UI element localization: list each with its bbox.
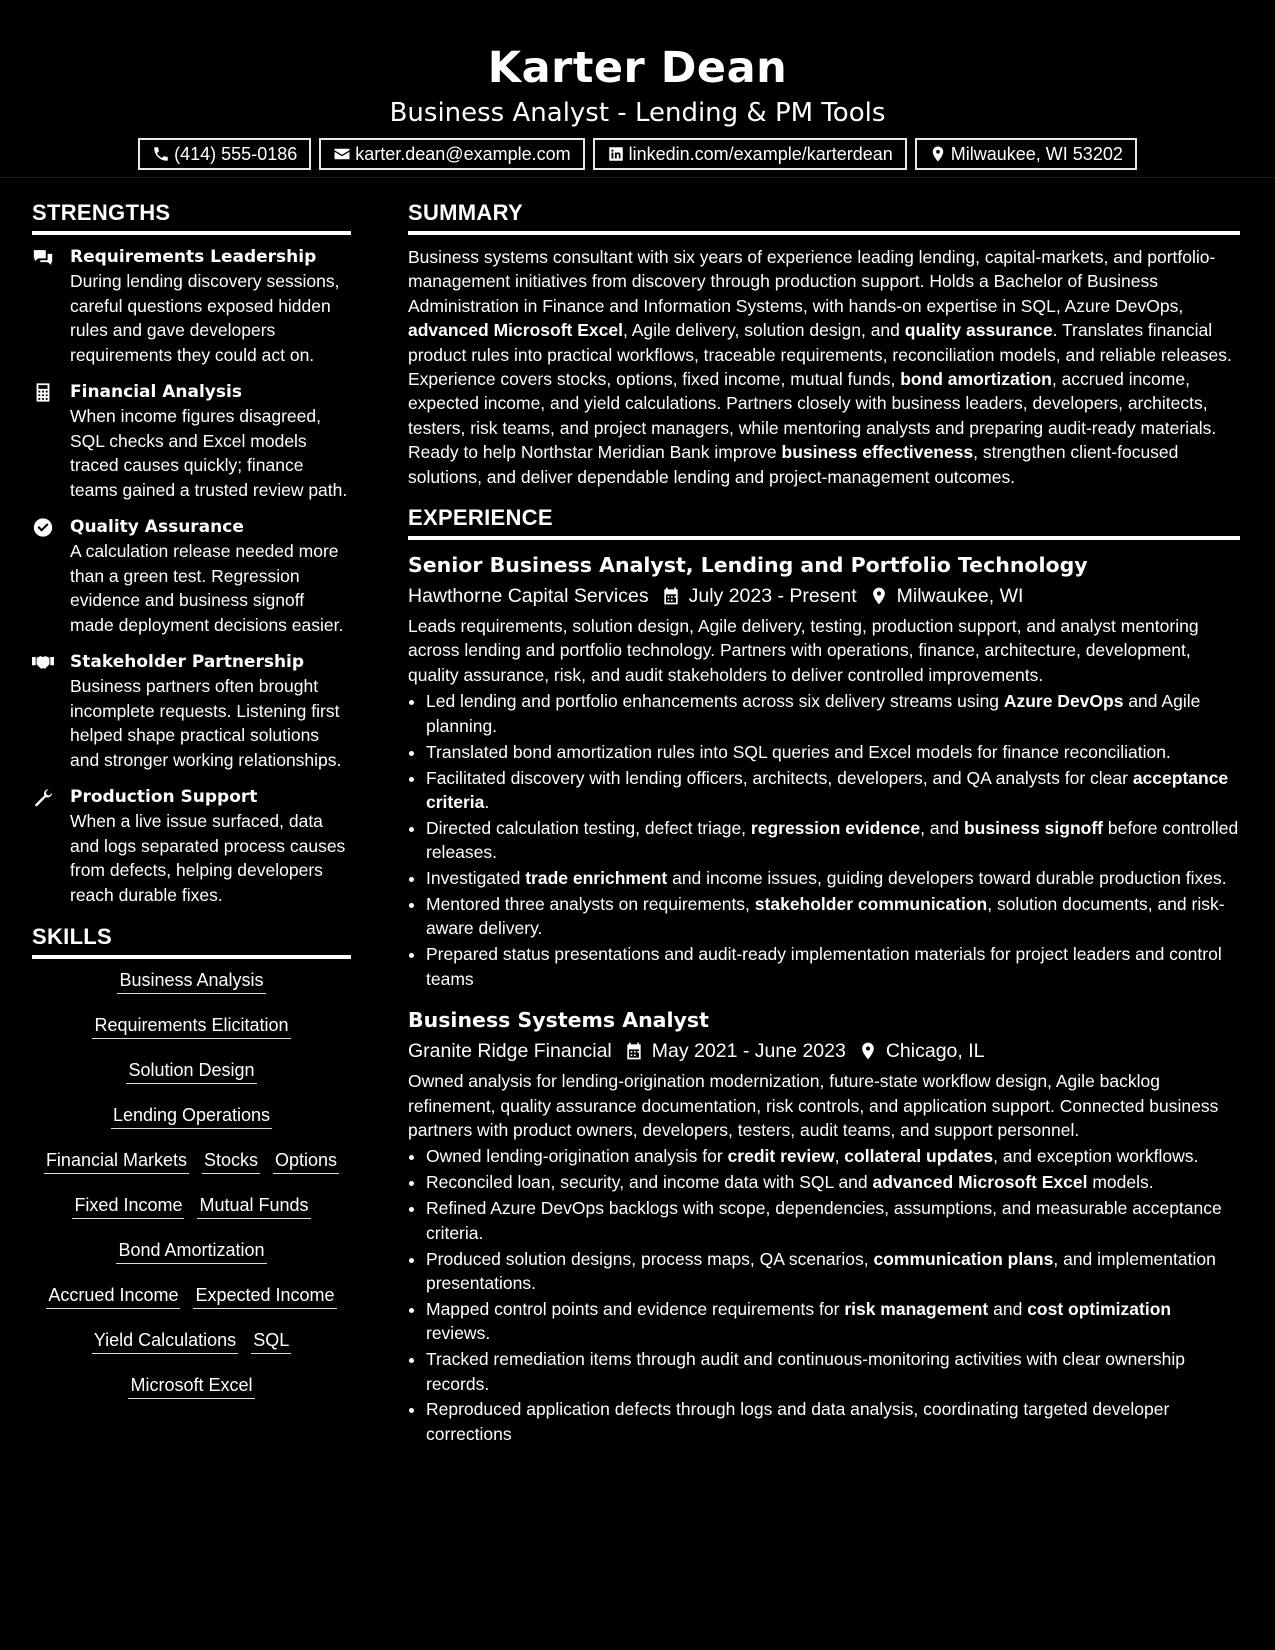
summary-text: . Translates financial product rules into practical workflows, traceable requirements, reconciliation models, and reliable releases. Experience covers stocks, options, fixed income, mutual funds, bbox=[408, 320, 1232, 390]
job-bullet bbox=[426, 1170, 1240, 1194]
skill-tag: Stocks bbox=[202, 1149, 260, 1174]
strength-title: Financial Analysis bbox=[70, 382, 242, 402]
bullet-emphasis: cost optimization bbox=[1027, 1298, 1172, 1319]
strength-text: When a live issue surfaced, data and logs separated process causes from defects, helping developers reach durable fixes. bbox=[70, 811, 346, 905]
job-company: Hawthorne Capital Services bbox=[408, 585, 649, 608]
job-description: Owned analysis for lending-origination modernization, future-state workflow design, Agile backlog refinement, quality assurance documentation, risk controls, and application support. Connected business partners with product owners, developers, testers, audit teams, and support personnel. bbox=[408, 1071, 1219, 1140]
skill-row bbox=[32, 1149, 351, 1174]
linkedin-icon bbox=[607, 145, 625, 163]
summary-emphasis: business effectiveness bbox=[781, 442, 974, 463]
summary-text: , Agile delivery, solution design, and bbox=[622, 320, 905, 341]
contact-email[interactable] bbox=[319, 138, 584, 170]
bullet-emphasis: regression evidence bbox=[750, 817, 921, 838]
job-bullets bbox=[408, 689, 1240, 991]
location-icon bbox=[929, 145, 947, 163]
bullet-text: Translated bond amortization rules into SQL queries and Excel models for finance reconciliation. bbox=[426, 741, 1171, 762]
job-dates: May 2021 - June 2023 bbox=[651, 1040, 846, 1063]
skill-tag: Expected Income bbox=[193, 1284, 336, 1309]
bullet-emphasis: acceptance criteria bbox=[426, 767, 1229, 812]
skill-row bbox=[32, 1284, 351, 1309]
job-title: Senior Business Analyst, Lending and Portfolio Technology bbox=[408, 553, 1088, 578]
strength-title: Production Support bbox=[70, 787, 258, 807]
contact-location[interactable] bbox=[915, 138, 1137, 170]
summary-text: Business systems consultant with six years of experience leading lending, capital-markets, and portfolio-management initiatives from discovery through production support. Holds a Bachelor of Business Administration in Finance and Information Systems, with hands-on expertise in SQL, Azure DevOps, bbox=[408, 247, 1216, 316]
skill-row bbox=[32, 1374, 351, 1399]
strength-title: Quality Assurance bbox=[70, 517, 244, 537]
left-column bbox=[32, 196, 351, 1419]
bullet-text: and income issues, guiding developers toward durable production fixes. bbox=[667, 868, 1227, 889]
skill-tag: Yield Calculations bbox=[92, 1329, 238, 1354]
skill-tag: Mutual Funds bbox=[197, 1194, 310, 1219]
bullet-text: Owned lending-origination analysis for bbox=[426, 1146, 728, 1167]
right-column bbox=[408, 196, 1240, 1460]
bullet-text: , and bbox=[920, 817, 964, 838]
skill-tag: Financial Markets bbox=[44, 1149, 189, 1174]
strength-item bbox=[32, 245, 351, 367]
bullet-emphasis: risk management bbox=[844, 1298, 989, 1319]
bullet-emphasis: advanced Microsoft Excel bbox=[872, 1172, 1088, 1193]
summary-text: , accrued income, expected income, and yield calculations. Partners closely with business leaders, developers, architects, testers, risk teams, and project managers, while mentoring analysts and preparing audit-ready materials. Ready to help Northstar Meridian Bank improve bbox=[408, 369, 1217, 463]
bullet-text: Tracked remediation items through audit and continuous-monitoring activities with clear ownership records. bbox=[426, 1349, 1186, 1394]
job-meta bbox=[408, 580, 1240, 612]
experience-heading: EXPERIENCE bbox=[408, 501, 1240, 540]
bullet-text: Led lending and portfolio enhancements across six delivery streams using bbox=[426, 691, 1004, 712]
job-bullet bbox=[426, 689, 1240, 738]
bullet-text: and Agile planning. bbox=[426, 691, 1201, 736]
skills-heading: SKILLS bbox=[32, 920, 351, 959]
bullet-emphasis: credit review bbox=[727, 1146, 835, 1167]
contact-linkedin-text: linkedin.com/example/karterdean bbox=[628, 144, 893, 164]
skill-row bbox=[32, 1194, 351, 1219]
bullet-text: reviews. bbox=[426, 1323, 491, 1344]
bullet-emphasis: Azure DevOps bbox=[1003, 691, 1124, 712]
check-circle-icon bbox=[32, 518, 54, 537]
calendar-icon bbox=[661, 586, 681, 606]
job-bullet bbox=[426, 1247, 1240, 1296]
strength-item bbox=[32, 650, 351, 772]
job-description: Leads requirements, solution design, Agile delivery, testing, production support, and analyst mentoring across lending and portfolio technology. Partners with operations, finance, architecture, development, quality assurance, risk, and audit stakeholders to deliver controlled improvements. bbox=[408, 616, 1199, 685]
skill-tag: Lending Operations bbox=[111, 1104, 272, 1129]
bullet-text: , bbox=[834, 1146, 845, 1167]
job-bullet bbox=[426, 1397, 1240, 1446]
bullet-text: . bbox=[484, 791, 490, 812]
skill-tag: Accrued Income bbox=[46, 1284, 180, 1309]
location-icon bbox=[858, 1041, 878, 1061]
job-bullets bbox=[408, 1144, 1240, 1446]
bullet-text: and bbox=[988, 1298, 1028, 1319]
skill-row bbox=[32, 1014, 351, 1039]
bullet-text: Produced solution designs, process maps, QA scenarios, bbox=[426, 1248, 874, 1269]
skill-tag: SQL bbox=[251, 1329, 291, 1354]
strengths-heading: STRENGTHS bbox=[32, 196, 351, 235]
bullet-text: Reconciled loan, security, and income data with SQL and bbox=[426, 1172, 873, 1193]
strength-text: A calculation release needed more than a green test. Regression evidence and business signoff made deployment decisions easier. bbox=[70, 541, 344, 635]
bullet-emphasis: communication plans bbox=[873, 1248, 1054, 1269]
bullet-text: Mentored three analysts on requirements, bbox=[426, 894, 755, 915]
job-location: Chicago, IL bbox=[885, 1040, 985, 1063]
job-entry bbox=[408, 550, 1240, 991]
summary-text bbox=[408, 245, 1240, 489]
bullet-text: , and implementation presentations. bbox=[426, 1248, 1216, 1293]
strength-item bbox=[32, 380, 351, 502]
summary-text: , strengthen client-focused solutions, and deliver dependable lending and project-management outcomes. bbox=[408, 442, 1179, 487]
summary-emphasis: quality assurance bbox=[904, 320, 1053, 341]
wrench-icon bbox=[32, 788, 54, 807]
skill-tag: Options bbox=[273, 1149, 339, 1174]
bullet-emphasis: business signoff bbox=[963, 817, 1103, 838]
contact-phone[interactable] bbox=[138, 138, 311, 170]
candidate-title: Business Analyst - Lending & PM Tools bbox=[389, 98, 886, 128]
chat-icon bbox=[32, 248, 54, 267]
bullet-text: Prepared status presentations and audit-ready implementation materials for project leaders and control teams bbox=[426, 944, 1222, 989]
calculator-icon bbox=[32, 383, 54, 402]
handshake-icon bbox=[32, 653, 54, 672]
strength-text: When income figures disagreed, SQL checks and Excel models traced causes quickly; finance teams gained a trusted review path. bbox=[70, 406, 348, 500]
job-bullet bbox=[426, 1196, 1240, 1245]
strength-item bbox=[32, 785, 351, 907]
experience-list bbox=[408, 550, 1240, 1446]
bullet-text: Refined Azure DevOps backlogs with scope, dependencies, assumptions, and measurable acceptance criteria. bbox=[426, 1198, 1222, 1243]
email-icon bbox=[333, 145, 351, 163]
job-bullet bbox=[426, 1347, 1240, 1396]
bullet-text: Reproduced application defects through logs and data analysis, coordinating targeted developer corrections bbox=[426, 1399, 1170, 1444]
summary-heading: SUMMARY bbox=[408, 196, 1240, 235]
bullet-text: , solution documents, and risk-aware delivery. bbox=[426, 894, 1225, 939]
job-company: Granite Ridge Financial bbox=[408, 1040, 612, 1063]
resume-header bbox=[0, 0, 1275, 178]
bullet-emphasis: stakeholder communication bbox=[754, 894, 988, 915]
contact-email-text: karter.dean@example.com bbox=[355, 144, 571, 164]
contact-phone-text: (414) 555-0186 bbox=[174, 144, 298, 164]
skill-row bbox=[32, 1104, 351, 1129]
skill-tag: Solution Design bbox=[126, 1059, 256, 1084]
job-location: Milwaukee, WI bbox=[896, 585, 1024, 608]
location-icon bbox=[869, 586, 889, 606]
bullet-emphasis: collateral updates bbox=[844, 1146, 994, 1167]
job-bullet bbox=[426, 1144, 1240, 1168]
skill-row bbox=[32, 969, 351, 994]
phone-icon bbox=[152, 145, 170, 163]
job-bullet bbox=[426, 892, 1240, 941]
contact-bar bbox=[0, 138, 1275, 170]
job-meta bbox=[408, 1035, 1240, 1067]
strength-title: Stakeholder Partnership bbox=[70, 652, 305, 672]
skill-tag: Microsoft Excel bbox=[128, 1374, 254, 1399]
bullet-text: before controlled releases. bbox=[426, 817, 1239, 863]
bullet-text: Directed calculation testing, defect triage, bbox=[426, 817, 751, 838]
skill-tag: Fixed Income bbox=[72, 1194, 184, 1219]
calendar-icon bbox=[624, 1041, 644, 1061]
skill-row bbox=[32, 1329, 351, 1354]
bullet-text: Investigated bbox=[426, 868, 526, 889]
contact-location-text: Milwaukee, WI 53202 bbox=[950, 144, 1123, 164]
candidate-name: Karter Dean bbox=[487, 43, 788, 93]
skill-tag: Bond Amortization bbox=[116, 1239, 266, 1264]
skills-list bbox=[32, 969, 351, 1399]
job-bullet bbox=[426, 816, 1240, 865]
job-title: Business Systems Analyst bbox=[408, 1008, 709, 1033]
skill-tag: Requirements Elicitation bbox=[92, 1014, 290, 1039]
bullet-text: models. bbox=[1087, 1172, 1154, 1193]
skill-tag: Business Analysis bbox=[117, 969, 265, 994]
job-entry bbox=[408, 1005, 1240, 1446]
bullet-text: Mapped control points and evidence requirements for bbox=[426, 1298, 845, 1319]
job-bullet bbox=[426, 740, 1240, 764]
summary-emphasis: advanced Microsoft Excel bbox=[408, 320, 623, 341]
job-bullet bbox=[426, 866, 1240, 890]
contact-linkedin[interactable] bbox=[593, 138, 907, 170]
bullet-emphasis: trade enrichment bbox=[525, 868, 668, 889]
job-dates: July 2023 - Present bbox=[688, 585, 857, 608]
bullet-text: , and exception workflows. bbox=[993, 1146, 1199, 1167]
strength-text: During lending discovery sessions, careful questions exposed hidden rules and gave developers requirements they could act on. bbox=[70, 271, 340, 365]
bullet-text: Facilitated discovery with lending officers, architects, developers, and QA analysts for clear bbox=[426, 767, 1133, 788]
skill-row bbox=[32, 1239, 351, 1264]
strength-item bbox=[32, 515, 351, 637]
job-bullet bbox=[426, 766, 1240, 815]
skill-row bbox=[32, 1059, 351, 1084]
strength-text: Business partners often brought incomplete requests. Listening first helped shape practical solutions and stronger working relationships. bbox=[70, 676, 342, 770]
job-bullet bbox=[426, 942, 1240, 991]
strength-title: Requirements Leadership bbox=[70, 247, 317, 267]
job-bullet bbox=[426, 1297, 1240, 1346]
summary-emphasis: bond amortization bbox=[900, 369, 1052, 390]
